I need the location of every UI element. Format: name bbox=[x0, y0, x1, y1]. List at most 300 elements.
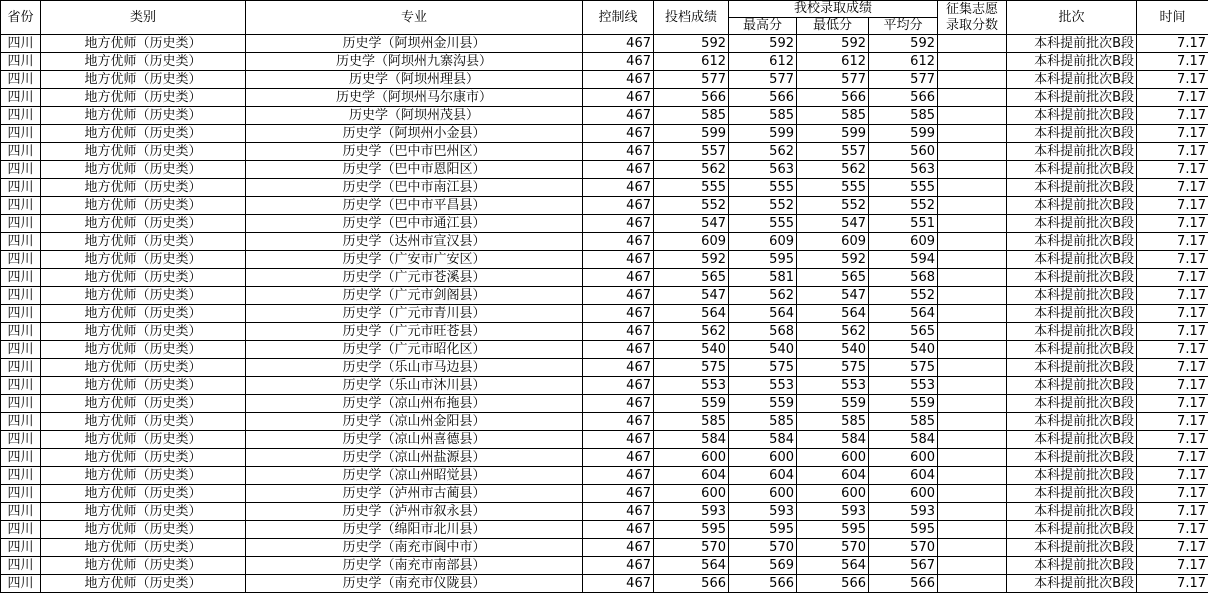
cell-major: 历史学（阿坝州小金县） bbox=[246, 125, 583, 143]
table-row bbox=[1, 215, 1208, 233]
cell-major: 历史学（阿坝州金川县） bbox=[246, 35, 583, 53]
cell-province: 四川 bbox=[1, 125, 41, 143]
cell-min: 600 bbox=[797, 449, 869, 467]
header-time: 时间 bbox=[1137, 1, 1208, 35]
cell-max: 575 bbox=[729, 359, 797, 377]
cell-category: 地方优师（历史类） bbox=[41, 305, 246, 323]
header-category: 类别 bbox=[41, 1, 246, 35]
cell-time: 7.17 bbox=[1137, 323, 1208, 341]
cell-filing-score: 566 bbox=[654, 575, 729, 593]
cell-max: 562 bbox=[729, 143, 797, 161]
table-row bbox=[1, 197, 1208, 215]
cell-control-line: 467 bbox=[583, 449, 654, 467]
table-row bbox=[1, 125, 1208, 143]
cell-major: 历史学（阿坝州马尔康市） bbox=[246, 89, 583, 107]
table-row bbox=[1, 53, 1208, 71]
cell-category: 地方优师（历史类） bbox=[41, 251, 246, 269]
table-row bbox=[1, 161, 1208, 179]
cell-filing-score: 553 bbox=[654, 377, 729, 395]
cell-category: 地方优师（历史类） bbox=[41, 377, 246, 395]
cell-min: 552 bbox=[797, 197, 869, 215]
cell-filing-score: 592 bbox=[654, 251, 729, 269]
cell-batch: 本科提前批次B段 bbox=[1007, 503, 1137, 521]
cell-min: 609 bbox=[797, 233, 869, 251]
cell-min: 595 bbox=[797, 521, 869, 539]
cell-major: 历史学（乐山市沐川县） bbox=[246, 377, 583, 395]
cell-major: 历史学（广元市青川县） bbox=[246, 305, 583, 323]
cell-control-line: 467 bbox=[583, 305, 654, 323]
cell-batch: 本科提前批次B段 bbox=[1007, 341, 1137, 359]
cell-solicit-score bbox=[938, 269, 1007, 287]
cell-min: 555 bbox=[797, 179, 869, 197]
cell-solicit-score bbox=[938, 125, 1007, 143]
cell-time: 7.17 bbox=[1137, 503, 1208, 521]
table-row bbox=[1, 287, 1208, 305]
cell-max: 595 bbox=[729, 251, 797, 269]
cell-batch: 本科提前批次B段 bbox=[1007, 539, 1137, 557]
cell-max: 600 bbox=[729, 449, 797, 467]
cell-major: 历史学（达州市宣汉县） bbox=[246, 233, 583, 251]
cell-province: 四川 bbox=[1, 539, 41, 557]
cell-control-line: 467 bbox=[583, 557, 654, 575]
cell-batch: 本科提前批次B段 bbox=[1007, 575, 1137, 593]
cell-min: 600 bbox=[797, 485, 869, 503]
cell-min: 575 bbox=[797, 359, 869, 377]
table-row bbox=[1, 377, 1208, 395]
cell-time: 7.17 bbox=[1137, 395, 1208, 413]
cell-solicit-score bbox=[938, 71, 1007, 89]
cell-major: 历史学（凉山州盐源县） bbox=[246, 449, 583, 467]
cell-solicit-score bbox=[938, 485, 1007, 503]
cell-avg: 600 bbox=[869, 449, 938, 467]
cell-solicit-score bbox=[938, 287, 1007, 305]
table-row bbox=[1, 71, 1208, 89]
cell-max: 612 bbox=[729, 53, 797, 71]
cell-control-line: 467 bbox=[583, 485, 654, 503]
table-row bbox=[1, 413, 1208, 431]
cell-province: 四川 bbox=[1, 251, 41, 269]
cell-max: 584 bbox=[729, 431, 797, 449]
cell-batch: 本科提前批次B段 bbox=[1007, 557, 1137, 575]
header-solicit-line2: 录取分数 bbox=[945, 17, 998, 33]
cell-major: 历史学（广元市昭化区） bbox=[246, 341, 583, 359]
cell-solicit-score bbox=[938, 539, 1007, 557]
cell-province: 四川 bbox=[1, 71, 41, 89]
cell-batch: 本科提前批次B段 bbox=[1007, 521, 1137, 539]
cell-province: 四川 bbox=[1, 197, 41, 215]
cell-filing-score: 600 bbox=[654, 485, 729, 503]
cell-max: 570 bbox=[729, 539, 797, 557]
cell-avg: 568 bbox=[869, 269, 938, 287]
cell-solicit-score bbox=[938, 449, 1007, 467]
table-row bbox=[1, 305, 1208, 323]
cell-time: 7.17 bbox=[1137, 269, 1208, 287]
cell-control-line: 467 bbox=[583, 341, 654, 359]
table-row bbox=[1, 503, 1208, 521]
cell-solicit-score bbox=[938, 251, 1007, 269]
cell-solicit-score bbox=[938, 179, 1007, 197]
cell-time: 7.17 bbox=[1137, 107, 1208, 125]
cell-min: 557 bbox=[797, 143, 869, 161]
cell-max: 600 bbox=[729, 485, 797, 503]
cell-batch: 本科提前批次B段 bbox=[1007, 485, 1137, 503]
cell-avg: 553 bbox=[869, 377, 938, 395]
cell-batch: 本科提前批次B段 bbox=[1007, 287, 1137, 305]
cell-control-line: 467 bbox=[583, 125, 654, 143]
cell-control-line: 467 bbox=[583, 431, 654, 449]
cell-major: 历史学（绵阳市北川县） bbox=[246, 521, 583, 539]
cell-major: 历史学（巴中市恩阳区） bbox=[246, 161, 583, 179]
cell-major: 历史学（巴中市南江县） bbox=[246, 179, 583, 197]
cell-min: 564 bbox=[797, 305, 869, 323]
cell-avg: 593 bbox=[869, 503, 938, 521]
cell-avg: 567 bbox=[869, 557, 938, 575]
cell-province: 四川 bbox=[1, 413, 41, 431]
cell-category: 地方优师（历史类） bbox=[41, 287, 246, 305]
cell-category: 地方优师（历史类） bbox=[41, 71, 246, 89]
table-row bbox=[1, 251, 1208, 269]
cell-filing-score: 557 bbox=[654, 143, 729, 161]
cell-avg: 551 bbox=[869, 215, 938, 233]
cell-filing-score: 595 bbox=[654, 521, 729, 539]
cell-category: 地方优师（历史类） bbox=[41, 449, 246, 467]
cell-filing-score: 547 bbox=[654, 215, 729, 233]
cell-major: 历史学（巴中市通江县） bbox=[246, 215, 583, 233]
cell-batch: 本科提前批次B段 bbox=[1007, 161, 1137, 179]
cell-solicit-score bbox=[938, 107, 1007, 125]
cell-province: 四川 bbox=[1, 89, 41, 107]
cell-filing-score: 604 bbox=[654, 467, 729, 485]
cell-category: 地方优师（历史类） bbox=[41, 53, 246, 71]
table-row bbox=[1, 539, 1208, 557]
cell-batch: 本科提前批次B段 bbox=[1007, 413, 1137, 431]
cell-province: 四川 bbox=[1, 431, 41, 449]
cell-avg: 604 bbox=[869, 467, 938, 485]
cell-filing-score: 562 bbox=[654, 323, 729, 341]
cell-batch: 本科提前批次B段 bbox=[1007, 215, 1137, 233]
cell-min: 559 bbox=[797, 395, 869, 413]
cell-min: 585 bbox=[797, 107, 869, 125]
cell-control-line: 467 bbox=[583, 539, 654, 557]
cell-max: 552 bbox=[729, 197, 797, 215]
table-row bbox=[1, 89, 1208, 107]
cell-batch: 本科提前批次B段 bbox=[1007, 125, 1137, 143]
cell-control-line: 467 bbox=[583, 521, 654, 539]
cell-batch: 本科提前批次B段 bbox=[1007, 323, 1137, 341]
cell-control-line: 467 bbox=[583, 143, 654, 161]
cell-major: 历史学（阿坝州理县） bbox=[246, 71, 583, 89]
cell-max: 540 bbox=[729, 341, 797, 359]
cell-solicit-score bbox=[938, 413, 1007, 431]
cell-province: 四川 bbox=[1, 107, 41, 125]
table-row bbox=[1, 521, 1208, 539]
cell-filing-score: 555 bbox=[654, 179, 729, 197]
cell-filing-score: 609 bbox=[654, 233, 729, 251]
cell-category: 地方优师（历史类） bbox=[41, 395, 246, 413]
cell-time: 7.17 bbox=[1137, 89, 1208, 107]
cell-max: 604 bbox=[729, 467, 797, 485]
cell-filing-score: 585 bbox=[654, 413, 729, 431]
cell-solicit-score bbox=[938, 35, 1007, 53]
cell-min: 547 bbox=[797, 215, 869, 233]
cell-min: 566 bbox=[797, 575, 869, 593]
cell-solicit-score bbox=[938, 521, 1007, 539]
cell-category: 地方优师（历史类） bbox=[41, 557, 246, 575]
cell-batch: 本科提前批次B段 bbox=[1007, 251, 1137, 269]
header-control-line: 控制线 bbox=[583, 1, 654, 35]
cell-max: 559 bbox=[729, 395, 797, 413]
cell-batch: 本科提前批次B段 bbox=[1007, 71, 1137, 89]
cell-min: 584 bbox=[797, 431, 869, 449]
cell-time: 7.17 bbox=[1137, 413, 1208, 431]
header-major: 专业 bbox=[246, 1, 583, 35]
cell-time: 7.17 bbox=[1137, 53, 1208, 71]
cell-solicit-score bbox=[938, 53, 1007, 71]
table-row bbox=[1, 107, 1208, 125]
cell-province: 四川 bbox=[1, 485, 41, 503]
cell-province: 四川 bbox=[1, 557, 41, 575]
cell-max: 555 bbox=[729, 179, 797, 197]
cell-time: 7.17 bbox=[1137, 179, 1208, 197]
cell-major: 历史学（阿坝州茂县） bbox=[246, 107, 583, 125]
cell-category: 地方优师（历史类） bbox=[41, 485, 246, 503]
cell-time: 7.17 bbox=[1137, 197, 1208, 215]
cell-filing-score: 575 bbox=[654, 359, 729, 377]
cell-avg: 595 bbox=[869, 521, 938, 539]
cell-min: 547 bbox=[797, 287, 869, 305]
cell-filing-score: 559 bbox=[654, 395, 729, 413]
cell-solicit-score bbox=[938, 377, 1007, 395]
cell-avg: 559 bbox=[869, 395, 938, 413]
cell-category: 地方优师（历史类） bbox=[41, 161, 246, 179]
cell-major: 历史学（广元市旺苍县） bbox=[246, 323, 583, 341]
header-filing-score: 投档成绩 bbox=[654, 1, 729, 35]
cell-category: 地方优师（历史类） bbox=[41, 467, 246, 485]
cell-category: 地方优师（历史类） bbox=[41, 575, 246, 593]
table-row bbox=[1, 323, 1208, 341]
cell-solicit-score bbox=[938, 395, 1007, 413]
cell-avg: 566 bbox=[869, 575, 938, 593]
cell-min: 604 bbox=[797, 467, 869, 485]
cell-avg: 599 bbox=[869, 125, 938, 143]
cell-min: 566 bbox=[797, 89, 869, 107]
cell-time: 7.17 bbox=[1137, 377, 1208, 395]
cell-time: 7.17 bbox=[1137, 233, 1208, 251]
cell-province: 四川 bbox=[1, 449, 41, 467]
cell-solicit-score bbox=[938, 575, 1007, 593]
cell-filing-score: 584 bbox=[654, 431, 729, 449]
cell-control-line: 467 bbox=[583, 503, 654, 521]
cell-major: 历史学（广元市剑阁县） bbox=[246, 287, 583, 305]
cell-solicit-score bbox=[938, 431, 1007, 449]
cell-major: 历史学（泸州市古蔺县） bbox=[246, 485, 583, 503]
cell-filing-score: 592 bbox=[654, 35, 729, 53]
cell-major: 历史学（南充市仪陇县） bbox=[246, 575, 583, 593]
cell-solicit-score bbox=[938, 323, 1007, 341]
cell-province: 四川 bbox=[1, 503, 41, 521]
cell-major: 历史学（凉山州布拖县） bbox=[246, 395, 583, 413]
cell-min: 565 bbox=[797, 269, 869, 287]
cell-province: 四川 bbox=[1, 323, 41, 341]
cell-category: 地方优师（历史类） bbox=[41, 35, 246, 53]
table-row bbox=[1, 449, 1208, 467]
cell-avg: 540 bbox=[869, 341, 938, 359]
cell-filing-score: 552 bbox=[654, 197, 729, 215]
cell-avg: 564 bbox=[869, 305, 938, 323]
cell-control-line: 467 bbox=[583, 53, 654, 71]
table-row bbox=[1, 359, 1208, 377]
cell-solicit-score bbox=[938, 341, 1007, 359]
cell-control-line: 467 bbox=[583, 269, 654, 287]
cell-max: 599 bbox=[729, 125, 797, 143]
cell-control-line: 467 bbox=[583, 377, 654, 395]
cell-province: 四川 bbox=[1, 161, 41, 179]
cell-province: 四川 bbox=[1, 233, 41, 251]
cell-avg: 584 bbox=[869, 431, 938, 449]
cell-avg: 560 bbox=[869, 143, 938, 161]
cell-avg: 563 bbox=[869, 161, 938, 179]
table-body bbox=[1, 35, 1208, 593]
cell-max: 555 bbox=[729, 215, 797, 233]
cell-solicit-score bbox=[938, 557, 1007, 575]
table-row bbox=[1, 395, 1208, 413]
cell-time: 7.17 bbox=[1137, 161, 1208, 179]
cell-batch: 本科提前批次B段 bbox=[1007, 431, 1137, 449]
cell-time: 7.17 bbox=[1137, 71, 1208, 89]
cell-major: 历史学（巴中市巴州区） bbox=[246, 143, 583, 161]
cell-filing-score: 585 bbox=[654, 107, 729, 125]
cell-time: 7.17 bbox=[1137, 557, 1208, 575]
cell-time: 7.17 bbox=[1137, 485, 1208, 503]
cell-max: 562 bbox=[729, 287, 797, 305]
cell-category: 地方优师（历史类） bbox=[41, 215, 246, 233]
cell-province: 四川 bbox=[1, 467, 41, 485]
table-row bbox=[1, 485, 1208, 503]
cell-max: 593 bbox=[729, 503, 797, 521]
header-max: 最高分 bbox=[729, 18, 797, 35]
cell-filing-score: 566 bbox=[654, 89, 729, 107]
cell-batch: 本科提前批次B段 bbox=[1007, 395, 1137, 413]
cell-batch: 本科提前批次B段 bbox=[1007, 35, 1137, 53]
cell-time: 7.17 bbox=[1137, 431, 1208, 449]
cell-major: 历史学（乐山市马边县） bbox=[246, 359, 583, 377]
cell-control-line: 467 bbox=[583, 179, 654, 197]
cell-province: 四川 bbox=[1, 341, 41, 359]
cell-major: 历史学（南充市阆中市） bbox=[246, 539, 583, 557]
cell-avg: 565 bbox=[869, 323, 938, 341]
table-row bbox=[1, 575, 1208, 593]
cell-control-line: 467 bbox=[583, 359, 654, 377]
header-solicit-score bbox=[938, 1, 1007, 35]
cell-time: 7.17 bbox=[1137, 359, 1208, 377]
cell-min: 540 bbox=[797, 341, 869, 359]
cell-province: 四川 bbox=[1, 395, 41, 413]
cell-category: 地方优师（历史类） bbox=[41, 89, 246, 107]
cell-min: 592 bbox=[797, 251, 869, 269]
cell-control-line: 467 bbox=[583, 35, 654, 53]
cell-time: 7.17 bbox=[1137, 467, 1208, 485]
cell-province: 四川 bbox=[1, 359, 41, 377]
cell-filing-score: 540 bbox=[654, 341, 729, 359]
cell-avg: 566 bbox=[869, 89, 938, 107]
cell-category: 地方优师（历史类） bbox=[41, 413, 246, 431]
cell-control-line: 467 bbox=[583, 233, 654, 251]
cell-category: 地方优师（历史类） bbox=[41, 539, 246, 557]
cell-category: 地方优师（历史类） bbox=[41, 323, 246, 341]
cell-avg: 585 bbox=[869, 107, 938, 125]
table-row bbox=[1, 35, 1208, 53]
cell-min: 593 bbox=[797, 503, 869, 521]
cell-solicit-score bbox=[938, 467, 1007, 485]
cell-avg: 594 bbox=[869, 251, 938, 269]
table-header bbox=[1, 1, 1208, 35]
cell-filing-score: 593 bbox=[654, 503, 729, 521]
cell-time: 7.17 bbox=[1137, 539, 1208, 557]
cell-control-line: 467 bbox=[583, 467, 654, 485]
cell-avg: 612 bbox=[869, 53, 938, 71]
cell-major: 历史学（凉山州昭觉县） bbox=[246, 467, 583, 485]
cell-avg: 555 bbox=[869, 179, 938, 197]
cell-max: 581 bbox=[729, 269, 797, 287]
cell-solicit-score bbox=[938, 359, 1007, 377]
cell-control-line: 467 bbox=[583, 575, 654, 593]
cell-max: 595 bbox=[729, 521, 797, 539]
table-row bbox=[1, 269, 1208, 287]
cell-time: 7.17 bbox=[1137, 575, 1208, 593]
cell-province: 四川 bbox=[1, 179, 41, 197]
cell-major: 历史学（阿坝州九寨沟县） bbox=[246, 53, 583, 71]
cell-category: 地方优师（历史类） bbox=[41, 197, 246, 215]
cell-max: 568 bbox=[729, 323, 797, 341]
cell-solicit-score bbox=[938, 143, 1007, 161]
cell-province: 四川 bbox=[1, 215, 41, 233]
cell-control-line: 467 bbox=[583, 107, 654, 125]
cell-avg: 600 bbox=[869, 485, 938, 503]
cell-max: 592 bbox=[729, 35, 797, 53]
cell-control-line: 467 bbox=[583, 215, 654, 233]
cell-avg: 585 bbox=[869, 413, 938, 431]
cell-province: 四川 bbox=[1, 53, 41, 71]
cell-major: 历史学（南充市南部县） bbox=[246, 557, 583, 575]
cell-province: 四川 bbox=[1, 143, 41, 161]
cell-batch: 本科提前批次B段 bbox=[1007, 107, 1137, 125]
cell-time: 7.17 bbox=[1137, 35, 1208, 53]
cell-control-line: 467 bbox=[583, 251, 654, 269]
cell-filing-score: 547 bbox=[654, 287, 729, 305]
cell-category: 地方优师（历史类） bbox=[41, 431, 246, 449]
cell-min: 553 bbox=[797, 377, 869, 395]
cell-max: 585 bbox=[729, 107, 797, 125]
table-row bbox=[1, 233, 1208, 251]
cell-control-line: 467 bbox=[583, 161, 654, 179]
cell-min: 612 bbox=[797, 53, 869, 71]
header-solicit-line1: 征集志愿 bbox=[945, 1, 998, 17]
table-row bbox=[1, 431, 1208, 449]
cell-province: 四川 bbox=[1, 377, 41, 395]
cell-major: 历史学（广安市广安区） bbox=[246, 251, 583, 269]
header-batch: 批次 bbox=[1007, 1, 1137, 35]
cell-filing-score: 600 bbox=[654, 449, 729, 467]
cell-min: 599 bbox=[797, 125, 869, 143]
cell-major: 历史学（泸州市叙永县） bbox=[246, 503, 583, 521]
cell-batch: 本科提前批次B段 bbox=[1007, 143, 1137, 161]
cell-max: 566 bbox=[729, 89, 797, 107]
cell-time: 7.17 bbox=[1137, 215, 1208, 233]
cell-min: 570 bbox=[797, 539, 869, 557]
table-row bbox=[1, 557, 1208, 575]
cell-avg: 592 bbox=[869, 35, 938, 53]
cell-category: 地方优师（历史类） bbox=[41, 233, 246, 251]
